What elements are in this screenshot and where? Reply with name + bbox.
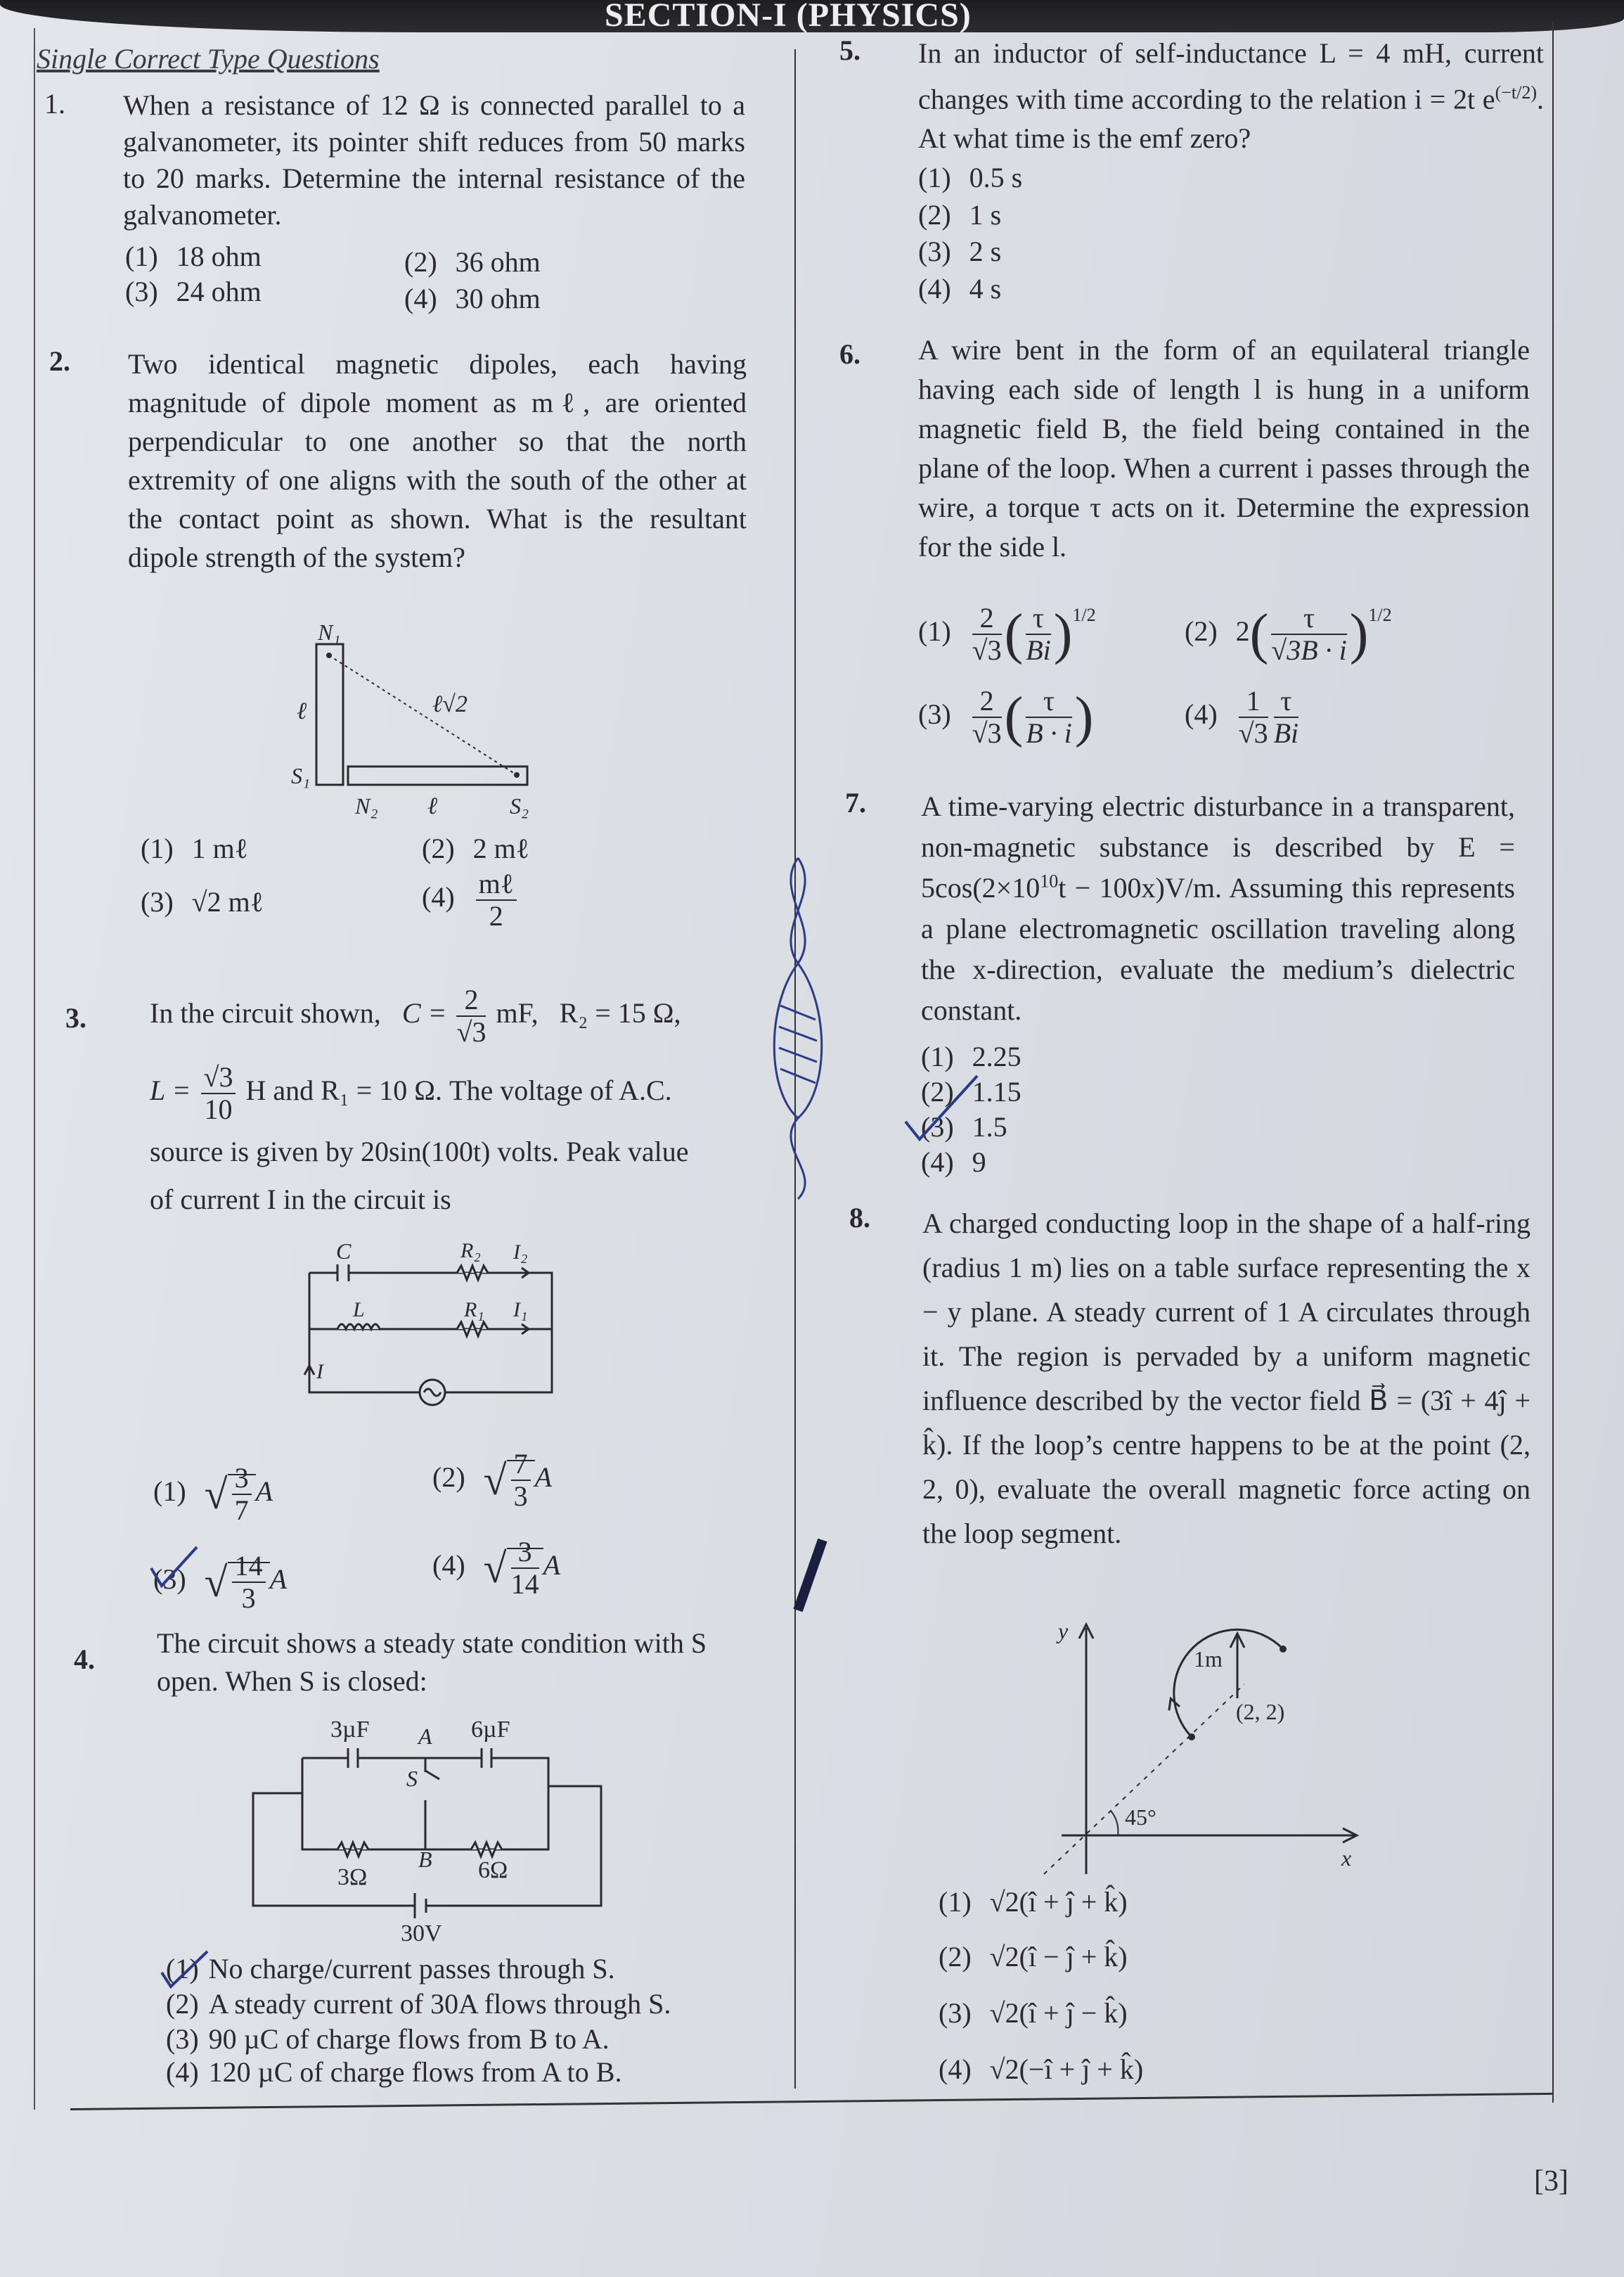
text: R₂ = 15 Ω, [559, 997, 681, 1030]
option-label: (2) [432, 1461, 465, 1494]
q5-option-3[interactable] [918, 234, 1001, 269]
option-text: 18 ohm [176, 240, 262, 272]
option-text: √2(î − ĵ + k̂) [989, 1941, 1128, 1973]
option-text: 24 ohm [176, 276, 262, 307]
option-text: √2(î + ĵ + k̂) [989, 1886, 1128, 1918]
q7-option-4[interactable] [921, 1145, 986, 1180]
question-number: 3. [65, 1002, 86, 1034]
option-text: No charge/current passes through S. [208, 1953, 615, 1984]
label-n2: N₂ [355, 793, 378, 819]
numerator: 7 [511, 1449, 531, 1481]
frame-right [1552, 21, 1554, 2103]
q1-option-4[interactable] [404, 281, 541, 316]
sqrt: √ $\frac{3}{7}$ [205, 1475, 256, 1507]
label-r1: R₁ [464, 1298, 484, 1321]
numerator: τ [1026, 686, 1072, 718]
numerator: τ [1271, 603, 1347, 635]
sqrt: √ $\frac{7}{3}$ [484, 1461, 535, 1493]
option-label: (1) [918, 615, 951, 647]
question-text [918, 34, 1544, 158]
question-5 [839, 34, 1544, 158]
q2-option-4[interactable] [422, 868, 520, 932]
fraction [1271, 603, 1347, 666]
q2-option-2[interactable] [422, 831, 529, 866]
label-s1: S₁ [291, 763, 311, 788]
pen-stroke [787, 1533, 830, 1617]
option-text: 2 s [969, 236, 1002, 267]
label-a: A [418, 1724, 432, 1749]
q2-option-3[interactable] [141, 885, 264, 920]
q1-option-2[interactable] [404, 245, 541, 280]
option-label: (2) [939, 1941, 972, 1973]
checkmark-icon [148, 1540, 204, 1596]
text: C = [401, 997, 447, 1030]
checkmark-icon [900, 1062, 984, 1146]
checkmark-icon [158, 1948, 214, 1997]
q3-option-2[interactable] [432, 1449, 552, 1512]
label-angle: 45° [1125, 1804, 1156, 1830]
question-number: 2. [49, 345, 70, 377]
denominator: √3 [972, 634, 1002, 666]
question-number: 6. [839, 338, 861, 370]
q1-option-3[interactable] [125, 274, 262, 309]
fraction [1239, 686, 1268, 749]
label-6uf: 6µF [471, 1717, 510, 1743]
sqrt: √ $\frac{14}{3}$ [205, 1563, 270, 1595]
option-label: (1) [166, 1953, 199, 1984]
option-text: 9 [972, 1146, 986, 1178]
option-text: 2 mℓ [472, 833, 529, 864]
label-s: S [406, 1766, 418, 1791]
option-label: (2) [404, 246, 437, 278]
section-heading: Single Correct Type Questions [37, 43, 380, 75]
numerator: 2 [456, 984, 486, 1017]
text: H and R₁ = 10 Ω. The voltage of A.C. [245, 1075, 672, 1107]
question-text: A wire bent in the form of an equilateral triangle having each side of length l is hung in a uniform magnetic field B, the field being contained in the plane of the loop. When a current i passes through the wire, a torque τ acts on it. Determine the expression for the side l. [918, 334, 1530, 563]
exponent: 1/2 [1072, 605, 1096, 625]
fraction [476, 868, 517, 932]
fraction [232, 1463, 252, 1526]
denominator: 3 [241, 1582, 256, 1614]
option-label: (2) [422, 833, 455, 864]
option-label: (4) [422, 881, 455, 913]
option-label: (4) [1185, 698, 1218, 731]
unit: A [543, 1549, 561, 1582]
q3-line-1 [150, 984, 761, 1048]
numerator: mℓ [476, 868, 517, 901]
question-number: 5. [839, 34, 861, 66]
label-bottom: ℓ [427, 793, 438, 819]
q3-line-4: of current I in the circuit is [150, 1184, 451, 1215]
option-text: √2(î + ĵ − k̂) [989, 1997, 1128, 2029]
question-8 [849, 1201, 1530, 1556]
section-title: SECTION-I (PHYSICS) [605, 0, 972, 34]
text: L = [150, 1075, 191, 1107]
label-i2: I₂ [513, 1240, 528, 1264]
q5-option-1[interactable] [918, 160, 1022, 195]
label-i1: I₁ [513, 1298, 528, 1321]
option-label: (3) [153, 1563, 186, 1596]
label-c: C [336, 1238, 352, 1264]
sqrt: √ $\frac{3}{14}$ [484, 1549, 543, 1581]
text: In an inductor of self-inductance L = 4 mH, current changes with time according to the relation i = 2t e [918, 37, 1544, 115]
q8-option-2[interactable] [939, 1939, 1128, 1975]
option-label: (3) [918, 236, 951, 267]
option-text: 0.5 s [969, 162, 1023, 193]
option-text: A steady current of 30A flows through S. [208, 1988, 671, 2020]
fraction [1026, 686, 1072, 749]
q1-option-1[interactable] [125, 239, 262, 274]
label-n1: N₁ [318, 620, 341, 645]
denominator: √3 [1238, 717, 1268, 749]
text: mF, [496, 997, 539, 1030]
option-text: 36 ohm [455, 246, 541, 278]
option-text: √2 mℓ [191, 886, 264, 918]
q6-option-3[interactable]: (3) $\frac{2}{√3}$ ( $\frac{\tau}{B \cdot i}$ ) [918, 685, 1094, 749]
text: . At what time is the emf zero? [918, 83, 1544, 155]
coefficient: 2 [1235, 615, 1250, 647]
option-label: (3) [141, 886, 174, 918]
q4-option-2[interactable] [166, 1987, 671, 2022]
label-l: L [353, 1298, 365, 1321]
option-label: (4) [939, 2053, 972, 2085]
label-s2: S₂ [510, 793, 529, 819]
label-hypotenuse: ℓ√2 [432, 691, 468, 717]
question-1 [44, 87, 745, 233]
q3-option-4[interactable] [432, 1537, 560, 1600]
label-side: ℓ [297, 698, 307, 724]
fraction [232, 1551, 266, 1614]
option-text: 1.5 [972, 1111, 1007, 1143]
q2-option-1[interactable] [141, 831, 248, 866]
denominator: 2 [489, 900, 503, 932]
numerator: 3 [232, 1463, 252, 1495]
numerator: 2 [972, 686, 1002, 718]
q8-option-1[interactable] [939, 1885, 1128, 1920]
option-label: (1) [153, 1475, 186, 1508]
q4-option-3[interactable] [166, 2022, 610, 2057]
question-number: 7. [845, 787, 866, 819]
question-text: The circuit shows a steady state condition with S open. When S is closed: [157, 1627, 707, 1697]
option-text: 2.25 [972, 1041, 1022, 1072]
label-3ohm: 3Ω [337, 1864, 368, 1890]
capacitor-circuit-diagram [246, 1709, 612, 1948]
option-label: (1) [141, 833, 174, 864]
unit: A [269, 1563, 288, 1596]
question-number: 8. [849, 1202, 870, 1233]
text: In the circuit shown, [150, 997, 381, 1030]
fraction [201, 1062, 236, 1125]
option-text: 90 µC of charge flows from B to A. [208, 2023, 610, 2055]
denominator: Bi [1026, 634, 1051, 666]
option-label: (3) [921, 1111, 954, 1143]
label-6ohm: 6Ω [478, 1857, 508, 1883]
q3-line-2 [150, 1062, 761, 1125]
label-b: B [418, 1847, 432, 1872]
unit: A [255, 1475, 273, 1508]
numerator: 2 [972, 603, 1002, 635]
option-label: (2) [921, 1076, 954, 1108]
option-text: 1 mℓ [191, 833, 248, 864]
denominator: 14 [510, 1568, 539, 1600]
denominator: 7 [234, 1494, 249, 1526]
half-ring-diagram [1012, 1614, 1378, 1878]
label-centre: (2, 2) [1236, 1699, 1285, 1724]
question-text [921, 786, 1515, 1031]
exponent: 10 [1040, 871, 1059, 892]
fraction [511, 1449, 531, 1512]
option-label: (4) [404, 283, 437, 314]
label-r2: R₂ [460, 1239, 481, 1262]
option-label: (3) [166, 2023, 199, 2055]
dipole-diagram [281, 620, 548, 824]
option-label: (2) [918, 199, 951, 231]
option-label: (1) [918, 162, 951, 193]
option-label: (2) [1185, 615, 1218, 647]
exponent: (−t/2) [1495, 82, 1537, 103]
text: A time-varying electric disturbance in a transparent, non-magnetic substance is described by E = 5cos(2×10 [921, 790, 1515, 904]
exponent: 1/2 [1368, 605, 1392, 625]
label-x-axis: x [1341, 1845, 1352, 1871]
label-30v: 30V [401, 1920, 442, 1946]
option-label: (4) [921, 1146, 954, 1178]
option-label: (1) [939, 1886, 972, 1918]
question-6 [839, 331, 1530, 567]
q4-option-4[interactable] [166, 2055, 621, 2090]
option-label: (3) [125, 276, 158, 307]
text: t − 100x)V/m. Assuming this represents a plane electromagnetic oscillation traveling along the x-direction, evaluate the medium’s dielectric constant. [921, 872, 1515, 1026]
unit: A [534, 1461, 553, 1494]
denominator: Bi [1273, 717, 1299, 749]
q4-option-1[interactable] [166, 1951, 615, 1987]
frame-left [34, 28, 35, 2110]
denominator: √3 [972, 717, 1002, 749]
option-label: (4) [918, 273, 951, 304]
numerator: τ [1274, 686, 1299, 718]
q3-line-3: source is given by 20sin(100t) volts. Peak value [150, 1136, 689, 1167]
denominator: √3 [456, 1016, 486, 1048]
option-text: 1 s [969, 199, 1002, 231]
denominator: 3 [513, 1480, 528, 1512]
option-label: (1) [921, 1041, 954, 1072]
fraction [456, 984, 486, 1048]
label-3uf: 3µF [330, 1717, 370, 1743]
q6-option-1[interactable]: (1) $\frac{2}{√3}$ ( $\frac{\tau}{Bi}$ )$^{1/2}$ [918, 601, 1096, 666]
label-i: I [316, 1360, 323, 1383]
frame-bottom [70, 2093, 1554, 2110]
denominator: √3B · i [1271, 634, 1347, 666]
ac-circuit-diagram [295, 1231, 562, 1420]
q5-option-2[interactable] [918, 198, 1001, 233]
question-number: 4. [74, 1643, 95, 1675]
numerator: 14 [232, 1551, 266, 1583]
question-text: A charged conducting loop in the shape of a half-ring (radius 1 m) lies on a table surface representing the x − y plane. A steady current of 1 A circulates through it. The region is pervaded by a uniform magnetic influence described by the vector field B⃗ = (3î + 4ĵ + k̂). If the loop’s centre happens to be at the point (2, 2, 0), evaluate the overall magnetic force acting on the loop segment. [922, 1207, 1530, 1549]
option-text: 30 ohm [455, 283, 541, 314]
numerator: 3 [511, 1537, 539, 1569]
fraction [511, 1537, 539, 1600]
question-3 [65, 984, 761, 1219]
label-y-axis: y [1058, 1618, 1069, 1643]
fraction [972, 686, 1002, 749]
option-label: (2) [166, 1988, 199, 2020]
question-number: 1. [44, 88, 65, 120]
fraction [1274, 686, 1299, 749]
q8-option-4[interactable] [939, 2052, 1143, 2087]
option-label: (1) [125, 240, 158, 272]
question-text: Two identical magnetic dipoles, each having magnitude of dipole moment as mℓ, are oriented perpendicular to one another so that the north extremity of one aligns with the south of the other at the contact point as shown. What is the resultant dipole strength of the system? [128, 348, 747, 573]
option-label: (4) [166, 2056, 199, 2088]
option-label: (3) [918, 698, 951, 731]
q6-option-4[interactable] [1185, 686, 1301, 749]
label-radius: 1m [1194, 1646, 1223, 1672]
option-label: (3) [939, 1997, 972, 2029]
option-text: 1.15 [972, 1076, 1022, 1108]
question-text: When a resistance of 12 Ω is connected parallel to a galvanometer, its pointer shift reduces from 50 marks to 20 marks. Determine the internal resistance of the galvanometer. [123, 89, 745, 231]
denominator: B · i [1026, 717, 1072, 749]
q6-option-2[interactable]: (2) 2( $\frac{\tau}{√3B \cdot i}$ )$^{1/2}$ [1185, 601, 1392, 666]
option-label: (4) [432, 1549, 465, 1582]
q5-option-4[interactable] [918, 271, 1001, 307]
fraction [1026, 603, 1051, 666]
question-7 [845, 786, 1515, 1031]
question-2 [49, 345, 747, 577]
fraction [972, 603, 1002, 666]
option-text: √2(−î + ĵ + k̂) [989, 2053, 1144, 2085]
page-number: [3] [1534, 2165, 1568, 2198]
option-text: 120 µC of charge flows from A to B. [208, 2056, 622, 2088]
option-text: 4 s [969, 273, 1002, 304]
question-4 [74, 1624, 768, 1700]
q8-option-3[interactable] [939, 1996, 1128, 2031]
q3-option-1[interactable] [153, 1463, 273, 1526]
numerator: √3 [201, 1062, 236, 1094]
numerator: τ [1026, 603, 1051, 635]
numerator: 1 [1239, 686, 1268, 718]
denominator: 10 [204, 1093, 233, 1125]
pen-doodle [766, 851, 830, 1202]
